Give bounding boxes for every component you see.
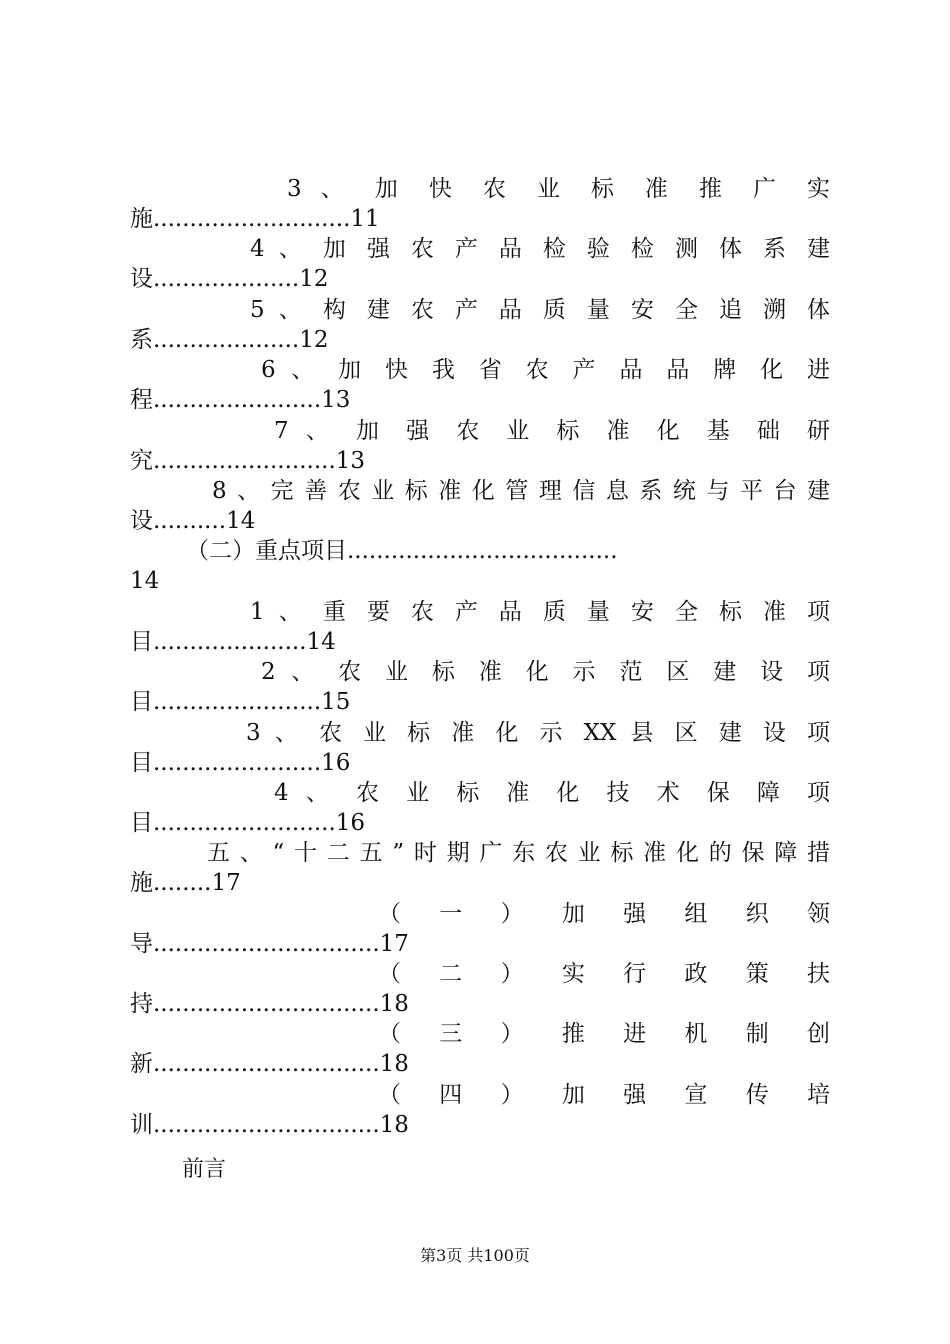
toc-entry-title: 3 、 农 业 标 准 化 示 XX 县 区 建 设 项 [246,719,830,746]
toc-entry[interactable] [130,355,830,415]
toc-entry-page-line: 施........17 [130,870,241,897]
toc-entry-page-line: 训...............................18 [130,1111,409,1138]
toc-entry-title: （ 四 ） 加 强 宣 传 培 [378,1081,830,1108]
toc-entry-title: （ 一 ） 加 强 组 织 领 [378,900,830,927]
toc-entry[interactable] [130,416,830,476]
toc-entry[interactable] [130,1019,830,1079]
toc-entry[interactable] [130,476,830,536]
toc-entry[interactable] [130,234,830,294]
toc-entry-page-line: 导...............................17 [130,930,409,957]
toc-entry-title: （ 二 ） 实 行 政 策 扶 [378,961,830,988]
page-footer: 第3页 共100页 [420,1246,530,1265]
toc-entry-title: 8、完善农业标准化管理信息系统与平台建 [212,477,830,504]
table-of-contents [130,174,830,1140]
toc-entry[interactable] [130,718,830,778]
toc-entry[interactable] [130,295,830,355]
toc-entry-title: 5 、 构 建 农 产 品 质 量 安 全 追 溯 体 [250,296,830,323]
toc-entry[interactable] [130,959,830,1019]
toc-entry[interactable] [130,1080,830,1140]
section-heading: 前言 [182,1157,227,1182]
toc-entry-page-line: 程.......................13 [130,387,351,414]
toc-entry-title: 4 、 加 强 农 产 品 检 验 检 测 体 系 建 [250,236,830,263]
toc-entry-page-line: 设..........14 [130,507,256,534]
toc-entry-title: 1 、 重 要 农 产 品 质 量 安 全 标 准 项 [250,598,830,625]
toc-entry[interactable] [130,899,830,959]
toc-entry-page-line: 目.........................16 [130,809,366,836]
toc-entry-page-line: 施...........................11 [130,206,380,232]
toc-entry-page-line: 究.........................13 [130,447,366,474]
toc-entry-title: （二）重点项目..................................... [186,538,618,565]
toc-entry[interactable] [130,657,830,717]
toc-entry-page-line: 系....................12 [130,326,329,353]
toc-entry-page-line: 设....................12 [130,266,329,293]
toc-entry-title: 五、“十二五”时期广东农业标准化的保障措 [207,840,830,867]
toc-entry-page-line: 目.......................16 [130,749,351,776]
toc-entry[interactable] [130,536,830,596]
toc-entry-title: 6 、 加 快 我 省 农 产 品 品 牌 化 进 [261,357,830,384]
toc-entry-page-line: 目.......................15 [130,689,351,716]
toc-entry-title: 7 、 加 强 农 业 标 准 化 基 础 研 [274,417,830,444]
toc-entry-page-line: 新...............................18 [130,1051,409,1078]
toc-entry-title: （ 三 ） 推 进 机 制 创 [378,1021,830,1048]
toc-entry-page-line: 14 [130,568,160,595]
toc-entry[interactable] [130,597,830,657]
toc-entry-page-line: 持...............................18 [130,991,409,1018]
toc-entry-title: 3 、 加 快 农 业 标 准 推 广 实 [287,176,830,202]
toc-entry-page-line: 目.....................14 [130,628,336,655]
toc-entry[interactable] [130,838,830,898]
toc-entry[interactable] [130,174,830,234]
toc-entry-title: 2 、 农 业 标 准 化 示 范 区 建 设 项 [261,659,830,686]
toc-entry[interactable] [130,778,830,838]
toc-entry-title: 4 、 农 业 标 准 化 技 术 保 障 项 [274,779,830,806]
